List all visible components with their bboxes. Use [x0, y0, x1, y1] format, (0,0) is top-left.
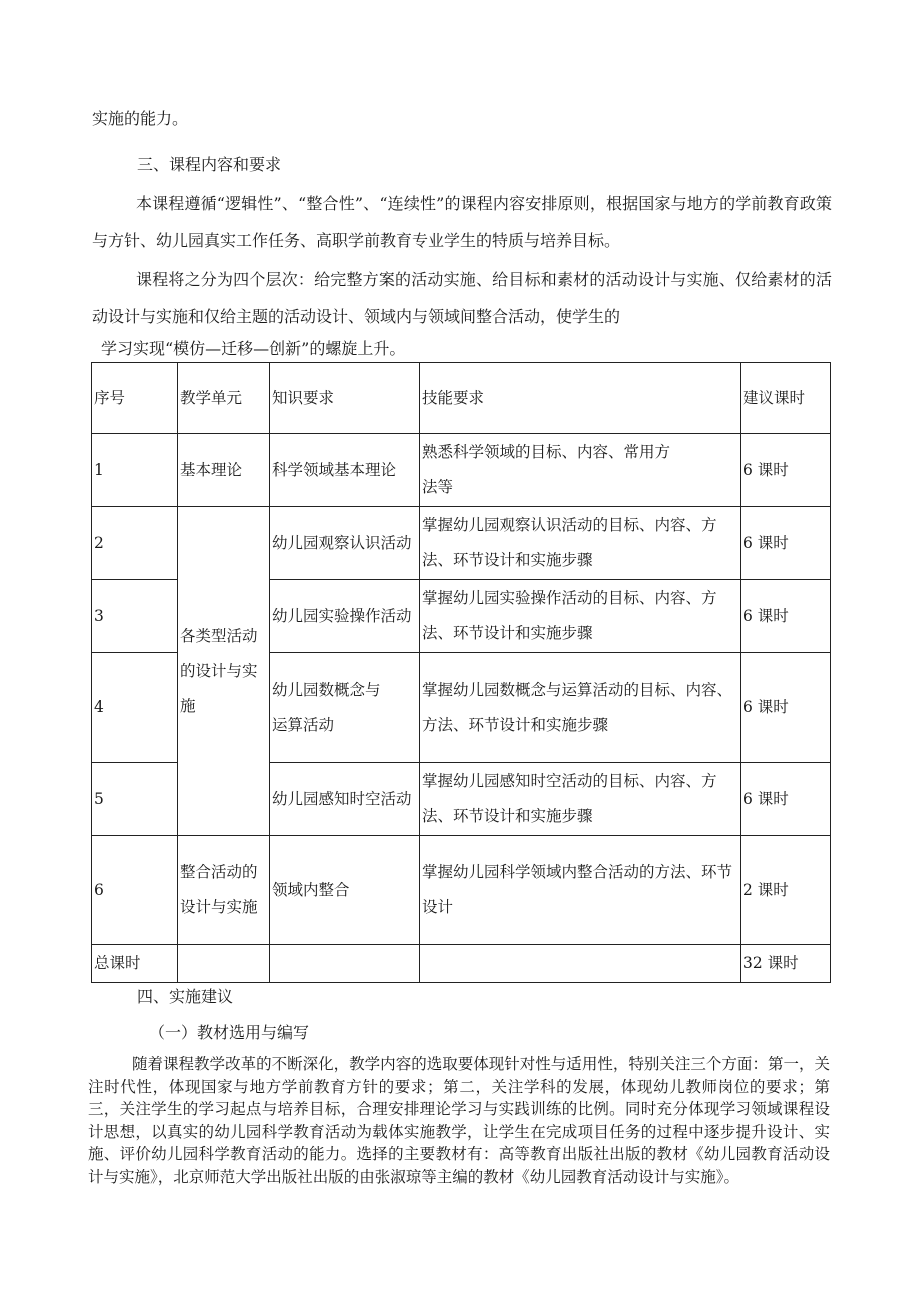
cell-unit: 基本理论	[178, 434, 270, 507]
cell-empty	[270, 945, 420, 983]
cell-skill: 熟悉科学领域的目标、内容、常用方法等	[420, 434, 741, 507]
cell-total-hours: 32 课时	[741, 945, 831, 983]
cell-knowledge: 幼儿园数概念与运算活动	[270, 653, 420, 763]
cell-no: 1	[92, 434, 178, 507]
text-line-top: 实施的能力。	[92, 109, 189, 128]
paragraph-content-principles: 本课程遵循“逻辑性”、“整合性”、“连续性”的课程内容安排原则，根据国家与地方的学前教育政策与方针、幼儿园真实工作任务、高职学前教育专业学生的特质与培养目标。	[92, 194, 832, 250]
table-header-row	[92, 363, 831, 434]
header-skill: 技能要求	[420, 363, 741, 434]
cell-no: 4	[92, 653, 178, 763]
cell-no: 6	[92, 836, 178, 945]
cell-skill: 掌握幼儿园实验操作活动的目标、内容、方法、环节设计和实施步骤	[420, 580, 741, 653]
cell-hours: 6 课时	[741, 653, 831, 763]
paragraph-course-levels-tail: 学习实现“模仿—迁移—创新”的螺旋上升。	[101, 339, 406, 358]
cell-skill: 掌握幼儿园数概念与运算活动的目标、内容、方法、环节设计和实施步骤	[420, 653, 741, 763]
cell-skill: 掌握幼儿园感知时空活动的目标、内容、方法、环节设计和实施步骤	[420, 763, 741, 836]
paragraph-course-levels: 课程将之分为四个层次：给完整方案的活动实施、给目标和素材的活动设计与实施、仅给素材的活动设计与实施和仅给主题的活动设计、领域内与领域间整合活动，使学生的	[92, 270, 832, 326]
header-knowledge: 知识要求	[270, 363, 420, 434]
paragraph-textbook-selection: 随着课程教学改革的不断深化，教学内容的选取要体现针对性与适用性，特别关注三个方面：第一，关注时代性，体现国家与地方学前教育方针的要求；第二，关注学科的发展，体现幼儿教师岗位的要求；第三，关注学生的学习起点与培养目标，合理安排理论学习与实践训练的比例。同时充分体现学习领域课程设计思想，以真实的幼儿园科学教育活动为载体实施教学，让学生在完成项目任务的过程中逐步提升设计、实施、评价幼儿园科学教育活动的能力。选择的主要教材有：高等教育出版社出版的教材《幼儿园教育活动设计与实施》，北京师范大学出版社出版的由张淑琼等主编的教材《幼儿园教育活动设计与实施》。	[88, 1055, 830, 1186]
cell-knowledge: 领域内整合	[270, 836, 420, 945]
table-row	[92, 836, 831, 945]
cell-hours: 2 课时	[741, 836, 831, 945]
cell-hours: 6 课时	[741, 507, 831, 580]
cell-no: 5	[92, 763, 178, 836]
table-row	[92, 507, 831, 580]
cell-knowledge: 幼儿园感知时空活动	[270, 763, 420, 836]
cell-knowledge: 科学领域基本理论	[270, 434, 420, 507]
section-heading-4: 四、实施建议	[137, 987, 234, 1006]
cell-empty	[420, 945, 741, 983]
table-row	[92, 434, 831, 507]
header-no: 序号	[92, 363, 178, 434]
cell-skill: 掌握幼儿园科学领域内整合活动的方法、环节设计	[420, 836, 741, 945]
cell-skill: 掌握幼儿园观察认识活动的目标、内容、方法、环节设计和实施步骤	[420, 507, 741, 580]
header-unit: 教学单元	[178, 363, 270, 434]
course-content-table	[91, 362, 831, 983]
cell-knowledge: 幼儿园观察认识活动	[270, 507, 420, 580]
header-hours: 建议课时	[741, 363, 831, 434]
cell-total-label: 总课时	[92, 945, 178, 983]
cell-unit: 整合活动的设计与实施	[178, 836, 270, 945]
cell-no: 3	[92, 580, 178, 653]
cell-knowledge: 幼儿园实验操作活动	[270, 580, 420, 653]
table-total-row	[92, 945, 831, 983]
cell-empty	[178, 945, 270, 983]
cell-hours: 6 课时	[741, 580, 831, 653]
cell-hours: 6 课时	[741, 434, 831, 507]
subsection-heading-textbook: （一）教材选用与编写	[149, 1023, 310, 1042]
cell-hours: 6 课时	[741, 763, 831, 836]
cell-unit: 各类型活动的设计与实施	[178, 507, 270, 836]
section-heading-3: 三、课程内容和要求	[137, 155, 282, 174]
cell-no: 2	[92, 507, 178, 580]
